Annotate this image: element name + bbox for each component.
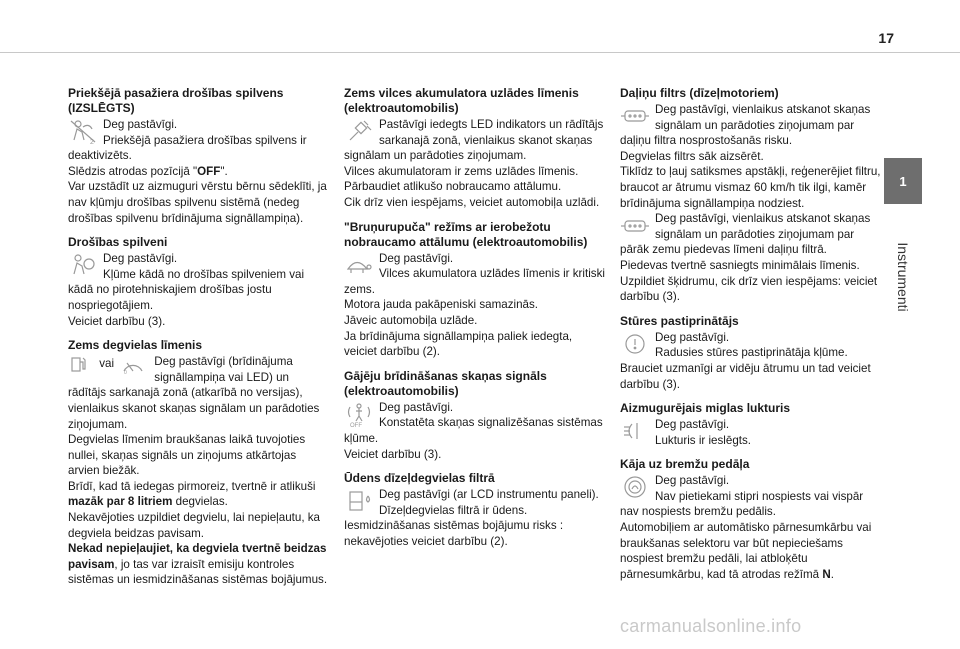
- text-line: [68, 479, 330, 510]
- steering-wheel-warning-icon: [620, 331, 650, 358]
- text-line: Dīzeļdegvielas filtrā ir ūdens.: [379, 503, 528, 517]
- foot-on-brake-icon: [620, 474, 650, 501]
- text-line: Nekavējoties uzpildiet degvielu, lai nepieļautu, ka degviela beidzas pavisam.: [68, 511, 320, 540]
- text-line: Ja brīdinājuma signāllampiņa paliek iedegta, veiciet darbību (2).: [344, 329, 573, 359]
- text-line: Konstatēta skaņas signalizēšanas sistēmas kļūme.: [344, 416, 603, 445]
- plug-icon: [344, 118, 374, 145]
- particle-filter-icon: [620, 213, 650, 240]
- section-title: Kāja uz bremžu pedāļa: [620, 457, 750, 472]
- text-line: Tiklīdz to ļauj satiksmes apstākļi, reģenerējiet filtru, braucot ar ātrumu vismaz 60 km/h tik ilgi, kamēr brīdinājuma signāllampiņa nodziest.: [620, 165, 881, 210]
- text-line: Deg pastāvīgi, vienlaikus atskanot skaņas signālam un parādoties ziņojumam par daļiņu filtra nosprostošanās risku.: [620, 103, 871, 148]
- text-line: Jāveic automobiļa uzlāde.: [344, 313, 478, 327]
- section-title: Stūres pastiprinātājs: [620, 313, 739, 328]
- svg-text:2: 2: [90, 139, 94, 145]
- text-line: Priekšējā pasažiera drošības spilvens ir deaktivizēts.: [68, 133, 307, 163]
- text-line: Pastāvīgi iedegts LED indikators un rādītājs sarkanajā zonā, vienlaikus skanot skaņas signālam un parādoties ziņojumam.: [344, 118, 604, 163]
- chapter-title-text: Instrumenti: [895, 242, 911, 312]
- svg-text:0: 0: [124, 370, 128, 375]
- section-turtle-mode: [344, 220, 606, 360]
- icon-group: [68, 354, 149, 374]
- text-line: Vilces akumulatora uzlādes līmenis ir kritiski zems.: [344, 267, 605, 296]
- section-title: Daļiņu filtrs (dīzeļmotoriem): [620, 86, 779, 100]
- section-particle-filter: [620, 86, 882, 305]
- rear-fog-light-icon: [620, 418, 650, 445]
- text-line: Vilces akumulatoram ir zems uzlādes līmenis.: [344, 164, 579, 178]
- text-span: .: [830, 567, 834, 581]
- section-low-traction-battery: [344, 86, 606, 211]
- text-span: Automobiļiem ar automātisko pārnesumkārbu vai braukšanas selektoru var būt nepieciešams nospiest bremžu pedāli, lai atbloķētu pārnesumkārbu, kad tā atrodas režīmā: [620, 521, 872, 581]
- text-line: Degvielas filtrs sāk aizsērēt.: [620, 149, 764, 163]
- text-bold: OFF: [197, 164, 221, 178]
- text-line: Deg pastāvīgi.: [655, 330, 730, 344]
- text-line: Degvielas līmenim braukšanas laikā tuvojoties nullei, skaņas signāls un ziņojums atkārtojas arvien biežāk.: [68, 433, 306, 478]
- text-line: Deg pastāvīgi, vienlaikus atskanot skaņas signālam un parādoties ziņojumam par pārāk zemu piedevas līmeni daļiņu filtrā.: [620, 212, 871, 257]
- text-line: Deg pastāvīgi.: [103, 252, 178, 266]
- text-line: Iesmidzināšanas sistēmas bojājumu risks : nekavējoties veiciet darbību (2).: [344, 519, 564, 548]
- text-line: [68, 164, 330, 180]
- text-line: Deg pastāvīgi.: [103, 118, 178, 131]
- section-foot-on-brake: [620, 457, 882, 582]
- text-line: Uzpildiet šķidrumu, cik drīz vien iespējams: veiciet darbību (3).: [620, 274, 878, 304]
- section-title: Ūdens dīzeļdegvielas filtrā: [344, 471, 495, 486]
- section-title: Zems degvielas līmenis: [68, 338, 203, 353]
- column-1: [68, 86, 330, 597]
- text-line: Cik drīz vien iespējams, veiciet automobiļa uzlādi.: [344, 195, 600, 209]
- text-line: Deg pastāvīgi.: [379, 400, 454, 414]
- section-pedestrian-warning: [344, 369, 606, 462]
- text-line: Lukturis ir ieslēgts.: [655, 433, 752, 447]
- airbag-icon: [68, 252, 98, 279]
- fuel-pump-icon: [68, 354, 92, 374]
- airbag-off-icon: [68, 118, 98, 145]
- text-line: Radusies stūres pastiprinātāja kļūme.: [655, 346, 848, 360]
- section-title: Gājēju brīdināšanas skaņas signāls (elektroautomobilis): [344, 368, 547, 398]
- text-line: Veiciet darbību (3).: [68, 314, 166, 328]
- column-2: [344, 86, 606, 558]
- text-line: Brauciet uzmanīgi ar vidēju ātrumu un tad veiciet darbību (3).: [620, 361, 871, 391]
- header-rule: [0, 52, 960, 53]
- section-title: Aizmugurējais miglas lukturis: [620, 401, 791, 416]
- section-low-fuel: [68, 338, 330, 588]
- section-passenger-airbag-off: [68, 86, 330, 226]
- watermark: carmanualsonline.info: [620, 616, 802, 636]
- text-line: Motora jauda pakāpeniski samazinās.: [344, 298, 538, 312]
- column-3: [620, 86, 882, 591]
- text-line: Deg pastāvīgi.: [379, 251, 454, 265]
- section-title: "Bruņurupuča" režīms ar ierobežotu nobraucamo attālumu (elektroautomobilis): [344, 219, 588, 249]
- text-span: ".: [220, 164, 228, 178]
- text-span: degvielas.: [172, 495, 228, 509]
- text-line: [620, 520, 882, 582]
- section-airbags: [68, 235, 330, 329]
- section-title: Priekšējā pasažiera drošības spilvens (IZSLĒGTS): [68, 86, 284, 115]
- text-span: Brīdī, kad tā iedegas pirmoreiz, tvertnē ir atlikuši: [68, 479, 316, 493]
- page-number: 17: [878, 30, 894, 46]
- text-line: Piedevas tvertnē sasniegts minimālais līmenis.: [620, 258, 860, 272]
- section-title: Zems vilces akumulatora uzlādes līmenis (elektroautomobilis): [344, 86, 579, 115]
- particle-filter-icon: [620, 103, 650, 130]
- text-line: Kļūme kādā no drošības spilveniem vai kādā no pirotehniskajiem drošības jostu nospriegotājiem.: [68, 267, 305, 312]
- text-span: , jo tas var izraisīt emisiju kontroles sistēmas un iesmidzināšanas sistēmas bojājumus.: [68, 557, 328, 587]
- text-bold: Nekad nepieļaujiet, ka degviela tvertnē beidzas pavisam: [68, 542, 327, 571]
- section-rear-fog: [620, 401, 882, 448]
- turtle-icon: [344, 252, 374, 279]
- text-bold: mazāk par 8 litriem: [68, 495, 173, 509]
- section-power-steering: [620, 314, 882, 392]
- text-line: Deg pastāvīgi.: [655, 474, 730, 488]
- chapter-tab[interactable]: [884, 158, 922, 204]
- pedestrian-sound-off-icon: [344, 401, 374, 428]
- water-in-fuel-icon: [344, 488, 374, 515]
- chapter-number: 1: [899, 173, 907, 189]
- fuel-gauge-icon: [121, 354, 145, 374]
- section-title: Drošības spilveni: [68, 235, 168, 250]
- text-line: Pārbaudiet atlikušo nobraucamo attālumu.: [344, 180, 562, 194]
- text-line: Var uzstādīt uz aizmuguri vērstu bērnu sēdeklīti, ja nav kļūmju drošības spilvenu sistēmā (nedeg drošības spilvenu brīdinājuma signāllampiņa).: [68, 180, 327, 225]
- text-line: Veiciet darbību (3).: [344, 447, 442, 461]
- text-span: Slēdzis atrodas pozīcijā ": [68, 164, 198, 178]
- section-water-in-diesel: [344, 471, 606, 549]
- text-line: [68, 541, 330, 588]
- chapter-title: [877, 212, 929, 342]
- text-line: Nav pietiekami stipri nospiests vai vispār nav nospiests bremžu pedālis.: [620, 489, 864, 519]
- text-line: Deg pastāvīgi (brīdinājuma signāllampiņa vai LED) un rādītājs sarkanajā zonā (atkarībā no versijas), vienlaikus skanot skaņas signālam un parādoties ziņojumam.: [68, 355, 320, 431]
- text-or: vai: [99, 357, 115, 371]
- text-line: Deg pastāvīgi.: [655, 418, 730, 432]
- text-line: Deg pastāvīgi (ar LCD instrumentu paneli).: [379, 488, 599, 502]
- text-bold: N: [822, 567, 831, 581]
- svg-text:OFF: OFF: [350, 422, 362, 428]
